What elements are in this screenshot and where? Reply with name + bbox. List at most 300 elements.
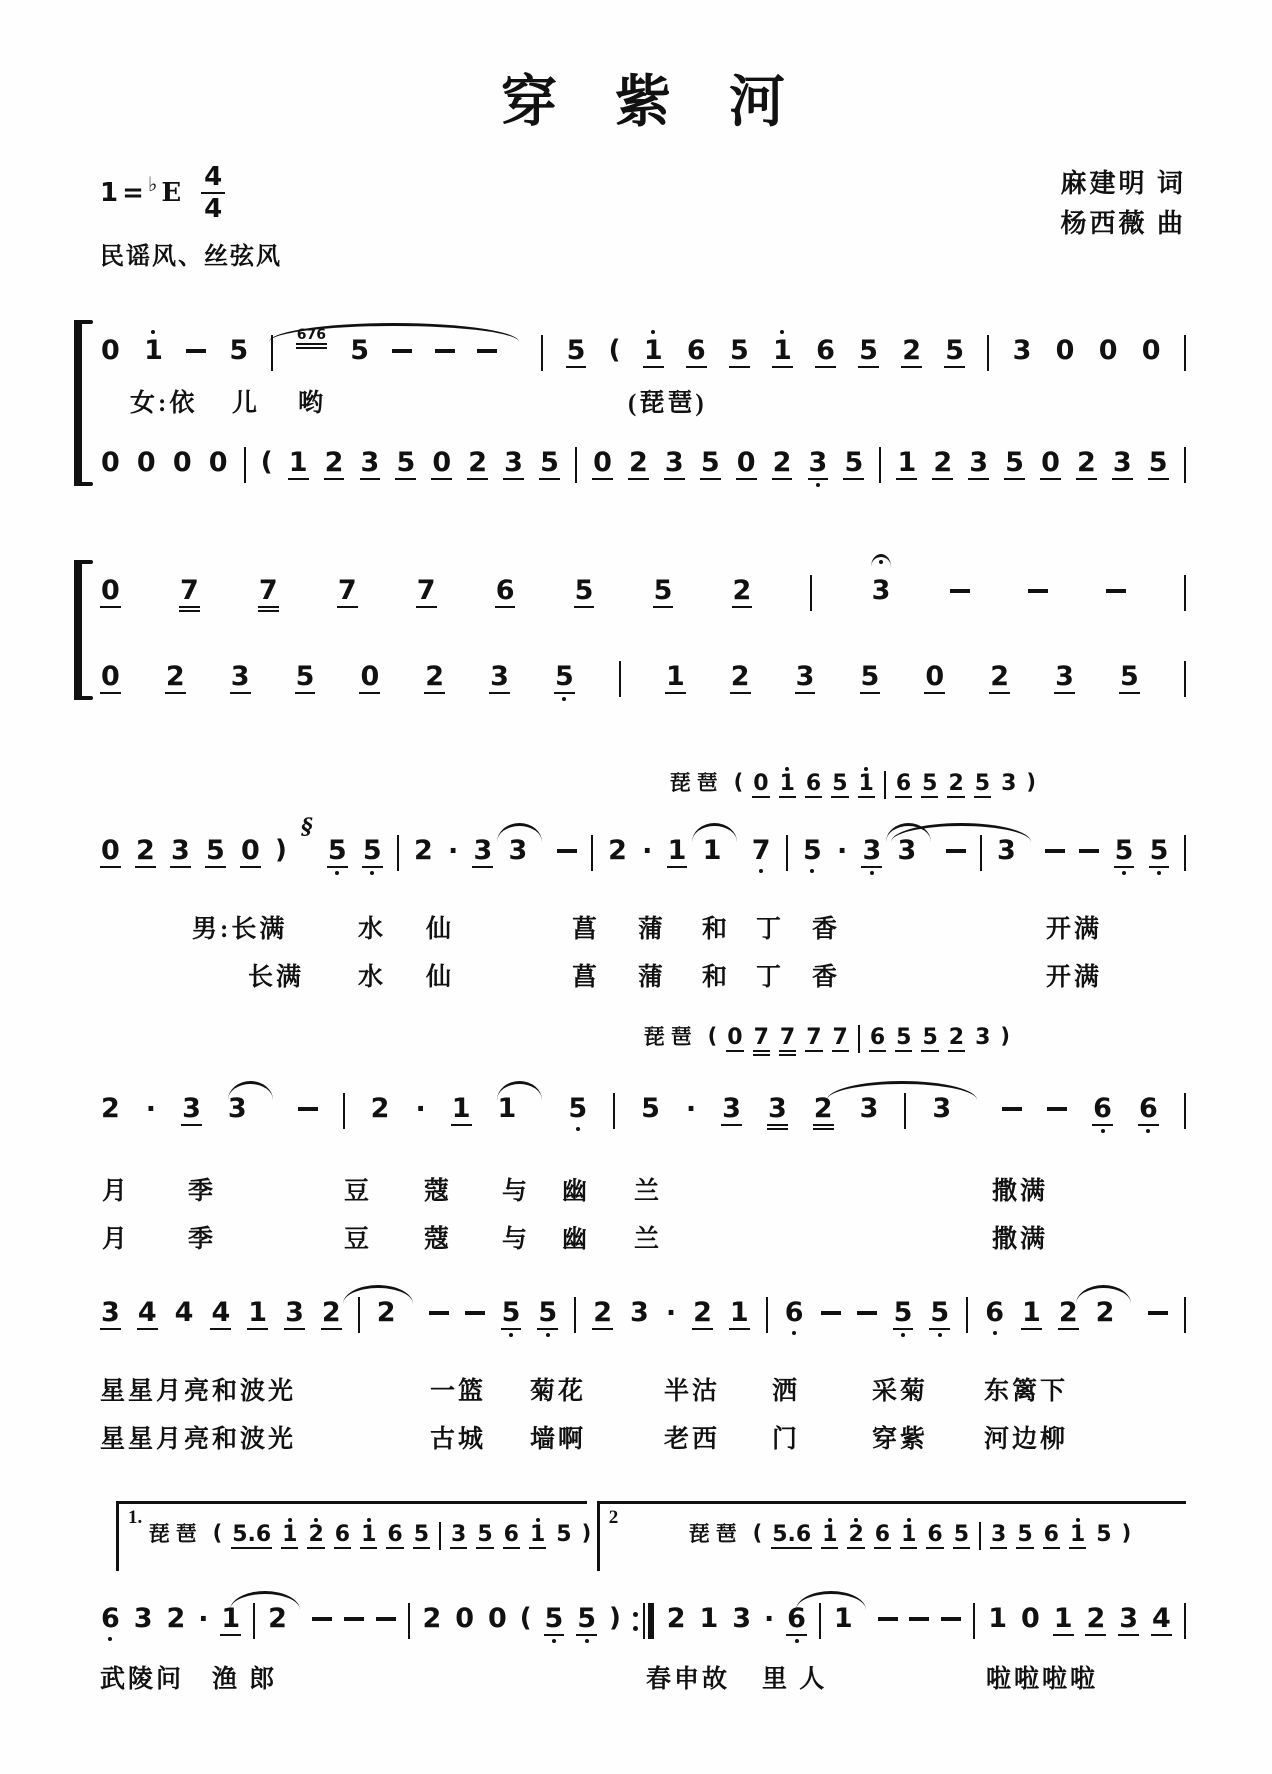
duration-dash — [1047, 1107, 1067, 1111]
barline — [904, 1093, 906, 1129]
pipa-label: 琵琶 — [688, 1522, 743, 1546]
note — [529, 1516, 546, 1556]
note — [544, 1595, 565, 1645]
note — [847, 1516, 864, 1556]
note-digit: 0 — [101, 447, 120, 478]
grace-note — [296, 318, 327, 358]
duration-dash — [392, 349, 412, 353]
note — [288, 439, 309, 489]
note — [321, 1289, 342, 1339]
lyric-segment: 香 — [812, 964, 841, 991]
note-digit: 3 — [862, 835, 882, 866]
lyric-segment: 洒 — [772, 1378, 801, 1405]
duration-dash — [1079, 849, 1099, 853]
octave-dot-below-slot — [370, 868, 374, 877]
note-digit: 6 — [101, 1603, 120, 1634]
octave-dot-below-slot — [585, 1636, 589, 1645]
note-digit: 7 — [337, 575, 357, 606]
note — [931, 1085, 952, 1133]
note — [497, 1085, 518, 1133]
note-digit: 3 — [932, 1093, 952, 1124]
parenthesis: ) — [275, 835, 287, 865]
note-digit: 4 — [174, 1297, 194, 1328]
note-digit: 2 — [101, 1093, 120, 1124]
note — [896, 827, 917, 875]
note-digit: 2 — [1058, 1297, 1078, 1328]
note — [284, 1289, 305, 1339]
note-digit: 6 — [387, 1522, 403, 1547]
repeat-dots — [633, 1612, 638, 1631]
note — [267, 1595, 288, 1643]
octave-dot-below-slot — [335, 868, 339, 877]
note — [700, 439, 721, 489]
barline — [541, 335, 543, 371]
lyric-segment: 香 — [812, 916, 841, 943]
note-digit: 3 — [490, 661, 509, 692]
duration-dash — [312, 1617, 332, 1621]
note — [1119, 653, 1140, 703]
duration-dash — [376, 1617, 396, 1621]
note — [831, 765, 848, 805]
note-digit: 2 — [848, 1522, 864, 1547]
note-digit: 2 — [593, 1297, 612, 1328]
parenthesis: ) — [1000, 1024, 1010, 1048]
note — [100, 567, 121, 617]
note-digit: 5 — [544, 1603, 564, 1634]
barline — [979, 1522, 981, 1550]
flat-icon: ♭ — [147, 172, 158, 196]
note-digit: 2 — [666, 1603, 686, 1634]
octave-dot-below — [759, 869, 763, 873]
octave-dot-below-slot — [1101, 1126, 1105, 1135]
augmentation-dot: · — [448, 836, 459, 867]
lyric-segment: 里 人 — [762, 1666, 828, 1693]
note-digit: 0 — [1041, 447, 1060, 478]
duration-dash — [298, 1107, 318, 1111]
octave-dot-below-slot — [1146, 1126, 1150, 1135]
note-digit: 3 — [732, 1603, 752, 1634]
note-digit: 3 — [1001, 771, 1017, 796]
barline — [1184, 1603, 1186, 1639]
note-digit: 1 — [248, 1297, 268, 1328]
note — [227, 1085, 248, 1133]
lyric-segment: 女:依 — [130, 390, 198, 417]
octave-dot-below-slot — [562, 694, 566, 703]
note — [802, 827, 823, 875]
lyric-segment: 开满 — [1046, 964, 1103, 991]
octave-dot-below — [1101, 1129, 1105, 1133]
note-digit: 5 — [1149, 835, 1169, 866]
note — [359, 653, 380, 703]
note — [555, 1516, 572, 1554]
barline — [1184, 835, 1186, 871]
augmentation-dot: · — [665, 1298, 677, 1329]
note-digit: 5 — [974, 771, 991, 796]
note-digit: 6 — [1093, 1093, 1112, 1124]
note — [901, 327, 922, 377]
barline — [244, 447, 246, 483]
note-digit: 1 — [529, 1522, 546, 1547]
note — [729, 327, 750, 377]
note — [974, 765, 991, 805]
note — [702, 827, 723, 875]
note-digit: 3 — [997, 835, 1016, 866]
note-digit: 4 — [211, 1297, 231, 1328]
note-digit: 5.6 — [232, 1522, 272, 1547]
system-2 — [100, 553, 1186, 703]
octave-dot-above — [828, 1518, 832, 1522]
note — [281, 1516, 298, 1556]
lyric-segment: 与 — [502, 1226, 531, 1253]
octave-dot-above — [314, 1518, 318, 1522]
note — [860, 653, 881, 703]
system-5 — [100, 1275, 1186, 1461]
barline — [879, 447, 881, 483]
note — [172, 439, 193, 487]
lyric-segment: 水 — [358, 916, 387, 943]
note-digit: 7 — [806, 1025, 822, 1050]
note-digit: 3 — [1055, 661, 1074, 692]
note-digit: 3 — [664, 447, 684, 478]
octave-dot-below-slot — [816, 480, 820, 489]
note — [833, 1595, 854, 1643]
octave-dot-below — [552, 1639, 556, 1643]
note-digit: 3 — [897, 835, 917, 866]
parenthesis: ( — [260, 447, 273, 477]
note-digit: 5 — [350, 335, 370, 366]
pipa-label: 琵琶 — [643, 1025, 698, 1049]
note — [721, 1085, 742, 1135]
melody-line — [100, 1581, 1186, 1645]
key-and-style — [100, 164, 282, 271]
note — [537, 1289, 558, 1339]
note — [990, 1516, 1007, 1556]
duration-dash — [941, 1617, 961, 1621]
octave-dot-below-slot — [509, 1330, 513, 1339]
pipa-annotation-2 — [100, 1013, 1186, 1063]
note-digit: 0 — [1098, 335, 1118, 366]
note-digit: 1 — [667, 835, 687, 866]
note — [487, 1595, 508, 1643]
note-digit: 3 — [871, 575, 891, 606]
parenthesis: ) — [609, 1603, 621, 1633]
note-digit: 5 — [700, 447, 720, 478]
note-digit: 2 — [165, 661, 185, 692]
lyric-segment: 仙 — [426, 916, 455, 943]
note-digit: 6 — [787, 1603, 806, 1634]
note-digit: 2 — [813, 1094, 834, 1130]
note-digit: 3 — [975, 1025, 991, 1050]
note-digit: 5 — [802, 835, 822, 866]
note — [1138, 1085, 1159, 1135]
note-digit: 1 — [897, 447, 917, 478]
note-digit: 2 — [308, 1522, 324, 1547]
repeat-end-barline — [633, 1603, 654, 1639]
note — [665, 653, 686, 703]
lyric-segment: 门 — [772, 1426, 801, 1453]
note — [730, 653, 751, 703]
note — [386, 1516, 403, 1556]
annotation-wrap — [638, 1510, 1182, 1556]
song-title: 穿紫河 — [501, 72, 843, 134]
note — [921, 1019, 938, 1059]
note-digit: 1 — [221, 1603, 241, 1634]
parenthesis: ( — [608, 335, 621, 365]
augmentation-dot: · — [836, 836, 848, 867]
note-digit: 5 — [1017, 1522, 1033, 1547]
note-digit: 6 — [985, 1297, 1005, 1328]
note — [100, 653, 121, 703]
note-digit: 6 — [686, 335, 706, 366]
octave-dot-below — [562, 697, 566, 701]
lyric-segment: 儿 — [232, 390, 261, 417]
parenthesis: ( — [733, 770, 744, 794]
note — [729, 1289, 750, 1339]
annotation-line — [734, 759, 1036, 805]
note-digit: 0 — [360, 661, 380, 692]
lyric-segment: 星星月亮和波光 — [100, 1378, 297, 1405]
note — [576, 1595, 597, 1645]
note — [900, 1516, 917, 1556]
duration-dash — [344, 1617, 364, 1621]
note — [454, 1595, 475, 1643]
note-digit: 0 — [487, 1603, 507, 1634]
note-digit: 0 — [727, 1025, 743, 1050]
lyric-segment: 菖 — [572, 964, 601, 991]
octave-dot-below — [1146, 1129, 1150, 1133]
note-digit: 3 — [722, 1093, 741, 1124]
note — [1098, 327, 1119, 375]
augmentation-dot: · — [198, 1604, 209, 1635]
note-digit: 6 — [503, 1522, 519, 1547]
barline — [574, 1297, 576, 1333]
note — [228, 327, 249, 375]
note-digit: 5 — [477, 1522, 493, 1547]
note — [100, 1289, 121, 1339]
lyric-segment: 采菊 — [872, 1378, 929, 1405]
thin-bar — [643, 1603, 645, 1639]
note-digit: 1 — [144, 335, 163, 366]
note-digit: 5 — [501, 1297, 521, 1328]
barline — [884, 771, 886, 799]
duration-dash — [435, 349, 455, 353]
note-digit: 5 — [1119, 661, 1139, 692]
octave-dot-below — [795, 1639, 799, 1643]
note-digit: 3 — [285, 1297, 304, 1328]
note-digit: 5 — [832, 771, 848, 796]
lyric-segment: 幽 — [562, 1178, 591, 1205]
lyric-segment: 兰 — [634, 1178, 663, 1205]
barline — [253, 1603, 255, 1639]
lyric-segment: 长满 — [248, 964, 305, 991]
note-digit: 6 — [927, 1522, 943, 1547]
note-digit: 6 — [1138, 1093, 1158, 1124]
octave-dot-below-slot — [993, 1328, 997, 1337]
note — [376, 1289, 397, 1337]
octave-dot-above — [151, 330, 155, 334]
barline — [810, 575, 812, 611]
note-digit: 2 — [425, 661, 445, 692]
annotation-line — [708, 1013, 1010, 1063]
note-digit: 5 — [860, 661, 880, 692]
octave-dot-below — [816, 483, 820, 487]
note-digit: 3 — [230, 661, 250, 692]
parenthesis: ) — [1121, 1521, 1132, 1545]
octave-dot-below-slot — [1157, 868, 1161, 877]
note-digit: 6 — [816, 335, 835, 366]
lyric-segment: 菊花 — [530, 1378, 587, 1405]
octave-dot-below — [585, 1639, 589, 1643]
barline — [987, 335, 989, 371]
note — [503, 439, 524, 489]
lyric-segment: 撒满 — [992, 1226, 1049, 1253]
lyric-segment: 男:长满 — [192, 916, 288, 943]
note — [567, 1085, 588, 1133]
key-signature — [100, 164, 282, 222]
note-digit: 0 — [172, 447, 192, 478]
note-digit: 6 — [1043, 1522, 1059, 1547]
note-digit: 0 — [1055, 335, 1075, 366]
lyric-row-verse2 — [100, 1213, 1186, 1261]
barline — [271, 335, 273, 371]
lyric-segment: 仙 — [426, 964, 455, 991]
note — [574, 567, 595, 617]
pipa-label: 琵琶 — [148, 1522, 203, 1546]
note-digit: 3 — [767, 1094, 788, 1130]
lyric-row — [100, 377, 1186, 425]
note — [805, 765, 822, 805]
note — [136, 439, 157, 487]
note-digit: 5.6 — [772, 1522, 812, 1547]
lyric-segment: 撒满 — [992, 1178, 1049, 1205]
note-digit: 1 — [858, 771, 874, 796]
note — [752, 765, 769, 805]
lyric-segment: 哟 — [298, 390, 327, 417]
note — [1076, 439, 1097, 489]
octave-dot-below — [546, 1333, 550, 1337]
key-eq: = — [122, 178, 144, 208]
note-digit: 2 — [268, 1603, 287, 1634]
note — [592, 439, 613, 489]
note-digit: 2 — [732, 575, 752, 606]
octave-dot-below — [993, 1331, 997, 1335]
note-digit: 1 — [1053, 1603, 1073, 1634]
note-digit: 0 — [101, 661, 120, 692]
note — [360, 439, 381, 489]
duration-dash — [186, 349, 206, 353]
note — [1055, 327, 1076, 375]
note-digit: 2 — [693, 1297, 712, 1328]
octave-dot-below — [901, 1333, 905, 1337]
note — [370, 1085, 391, 1133]
volta-1 — [116, 1501, 592, 1571]
note — [413, 1516, 430, 1556]
barline — [1184, 335, 1186, 371]
note-digit: 5 — [566, 335, 586, 366]
note — [1112, 439, 1133, 489]
note — [1016, 1516, 1033, 1556]
note-digit: 1 — [1069, 1522, 1086, 1547]
note — [813, 1085, 834, 1139]
note-digit: 5 — [729, 335, 749, 366]
note-digit: 6 — [495, 575, 515, 606]
note — [974, 1019, 991, 1057]
note-digit: 5 — [893, 1297, 913, 1328]
note — [1054, 653, 1075, 703]
octave-dot-above — [854, 1518, 858, 1522]
note-digit: 0 — [101, 835, 120, 866]
note — [566, 327, 587, 377]
note-digit: 7 — [832, 1025, 848, 1050]
duration-dash — [878, 1617, 898, 1621]
note — [859, 1085, 880, 1133]
note — [896, 439, 917, 489]
note — [295, 653, 316, 703]
pipa-annotation-1 — [100, 759, 1186, 805]
note — [667, 827, 688, 877]
note — [220, 1595, 241, 1645]
note-digit: 1 — [702, 835, 722, 866]
melody-line — [100, 1275, 1186, 1339]
note-digit: 7 — [753, 1026, 770, 1056]
pipa-label: 琵琶 — [669, 771, 724, 795]
note-digit: 2 — [730, 661, 750, 692]
note-digit: 6 — [784, 1297, 804, 1328]
note-digit: 3 — [360, 447, 380, 478]
annotation-line — [753, 1510, 1132, 1556]
note — [944, 327, 965, 377]
note — [431, 439, 452, 489]
note — [422, 1595, 443, 1643]
octave-dot-above — [367, 1518, 371, 1522]
lyric-segment: (琵琶) — [628, 390, 707, 417]
note-digit: 3 — [1119, 1603, 1138, 1634]
note — [181, 1085, 202, 1135]
barline — [766, 1297, 768, 1333]
note-digit: 1 — [643, 335, 663, 366]
note — [815, 327, 836, 377]
note-digit: 3 — [508, 835, 528, 866]
note-digit: 1 — [497, 1093, 517, 1124]
augmentation-dot: · — [415, 1094, 426, 1125]
duration-dash — [429, 1311, 449, 1315]
octave-dot-above — [785, 767, 789, 771]
note — [968, 439, 989, 489]
note — [1040, 439, 1061, 489]
note — [205, 827, 226, 877]
lyric-segment: 开满 — [1046, 916, 1103, 943]
note — [1095, 1516, 1112, 1554]
note — [989, 653, 1010, 703]
note — [772, 439, 793, 489]
barline — [819, 1603, 821, 1639]
system-brace-icon — [74, 563, 82, 697]
note — [895, 1019, 912, 1059]
note-digit: 5 — [327, 835, 347, 866]
note — [258, 567, 279, 621]
note-digit: 2 — [324, 447, 344, 478]
augmentation-dot: · — [685, 1094, 697, 1125]
note — [726, 1019, 743, 1059]
note-digit: 6 — [874, 1522, 891, 1547]
note-digit: 1 — [822, 1522, 838, 1547]
note-digit: 5 — [1005, 447, 1024, 478]
note — [1149, 827, 1170, 877]
barline — [408, 1603, 410, 1639]
note-digit: 7 — [416, 575, 436, 606]
note-digit: 2 — [933, 447, 953, 478]
note — [832, 1019, 849, 1059]
